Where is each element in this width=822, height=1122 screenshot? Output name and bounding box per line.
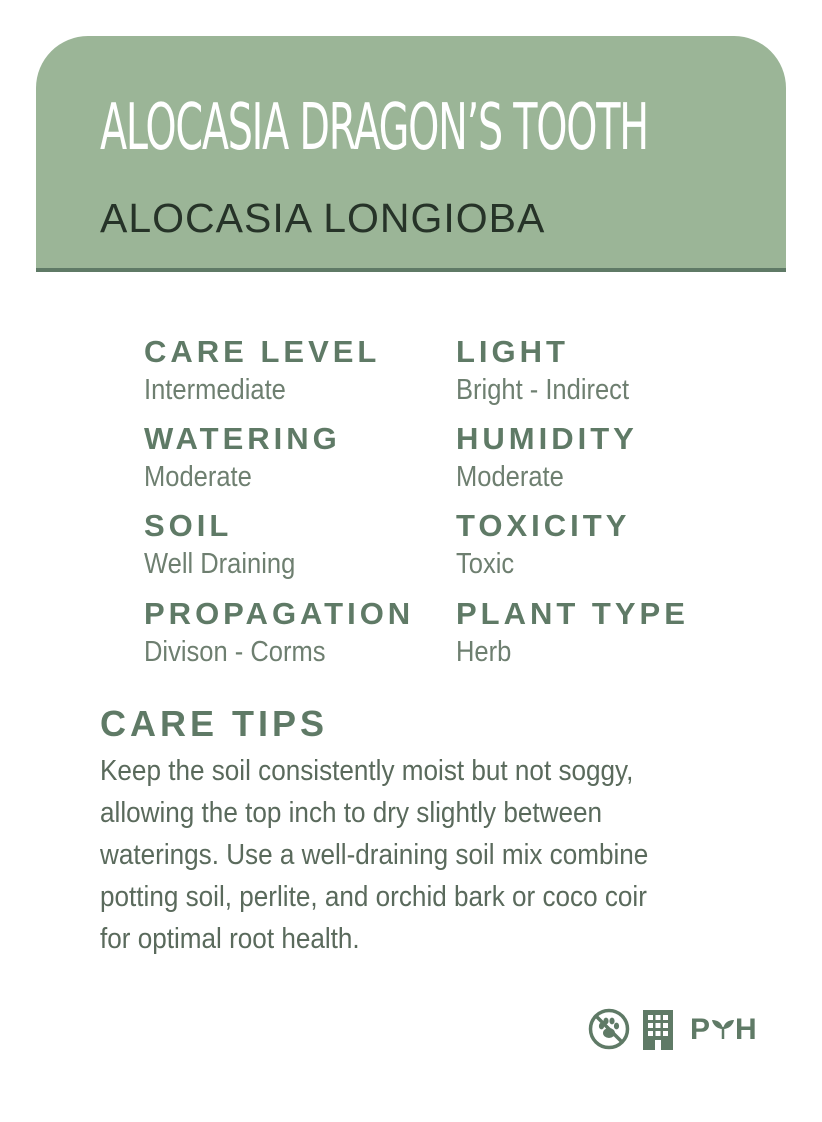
leaf-icon bbox=[711, 1014, 735, 1038]
attr-value: Moderate bbox=[456, 461, 564, 493]
care-tips-line: for optimal root health. bbox=[100, 923, 360, 955]
care-tips-title: CARE TIPS bbox=[100, 703, 329, 744]
scientific-name: ALOCASIA LONGIOBA bbox=[100, 195, 546, 241]
attr-label: HUMIDITY bbox=[456, 421, 638, 456]
attr-label: PROPAGATION bbox=[144, 596, 415, 631]
attr-value: Intermediate bbox=[144, 374, 286, 406]
attr-propagation bbox=[144, 594, 414, 670]
attr-label: LIGHT bbox=[456, 334, 569, 369]
indoor-building-icon bbox=[643, 1010, 673, 1055]
attr-label: WATERING bbox=[144, 421, 341, 456]
header-banner bbox=[36, 36, 786, 272]
attr-value: Toxic bbox=[456, 548, 515, 580]
brand-letter-h: H bbox=[735, 1013, 758, 1046]
care-tips-line: allowing the top inch to dry slightly between bbox=[100, 797, 603, 829]
attr-value: Moderate bbox=[144, 461, 252, 493]
brand-logo bbox=[690, 1012, 758, 1048]
common-name: ALOCASIA DRAGON’S TOOTH bbox=[100, 91, 648, 165]
attr-humidity bbox=[456, 419, 638, 495]
attr-value: Herb bbox=[456, 636, 512, 668]
attr-light bbox=[456, 332, 653, 408]
attr-value: Well Draining bbox=[144, 548, 296, 580]
attr-value: Divison - Corms bbox=[144, 636, 326, 668]
brand-letter-p: P bbox=[690, 1013, 712, 1046]
attr-soil bbox=[144, 506, 316, 582]
not-pet-safe-icon bbox=[588, 1008, 630, 1055]
care-tips-text bbox=[100, 750, 760, 960]
care-tips-line: Keep the soil consistently moist but not soggy, bbox=[100, 755, 634, 787]
attr-plant-type bbox=[456, 594, 689, 670]
care-tips-line: waterings. Use a well-draining soil mix combine bbox=[100, 839, 649, 871]
attr-watering bbox=[144, 419, 341, 495]
attr-care-level bbox=[144, 332, 380, 408]
attr-label: TOXICITY bbox=[456, 508, 631, 543]
attr-value: Bright - Indirect bbox=[456, 374, 630, 406]
attr-label: PLANT TYPE bbox=[456, 596, 689, 631]
attr-toxicity bbox=[456, 506, 630, 582]
attr-label: CARE LEVEL bbox=[144, 334, 381, 369]
attr-label: SOIL bbox=[144, 508, 233, 543]
care-tips-line: potting soil, perlite, and orchid bark or coco coir bbox=[100, 881, 647, 913]
